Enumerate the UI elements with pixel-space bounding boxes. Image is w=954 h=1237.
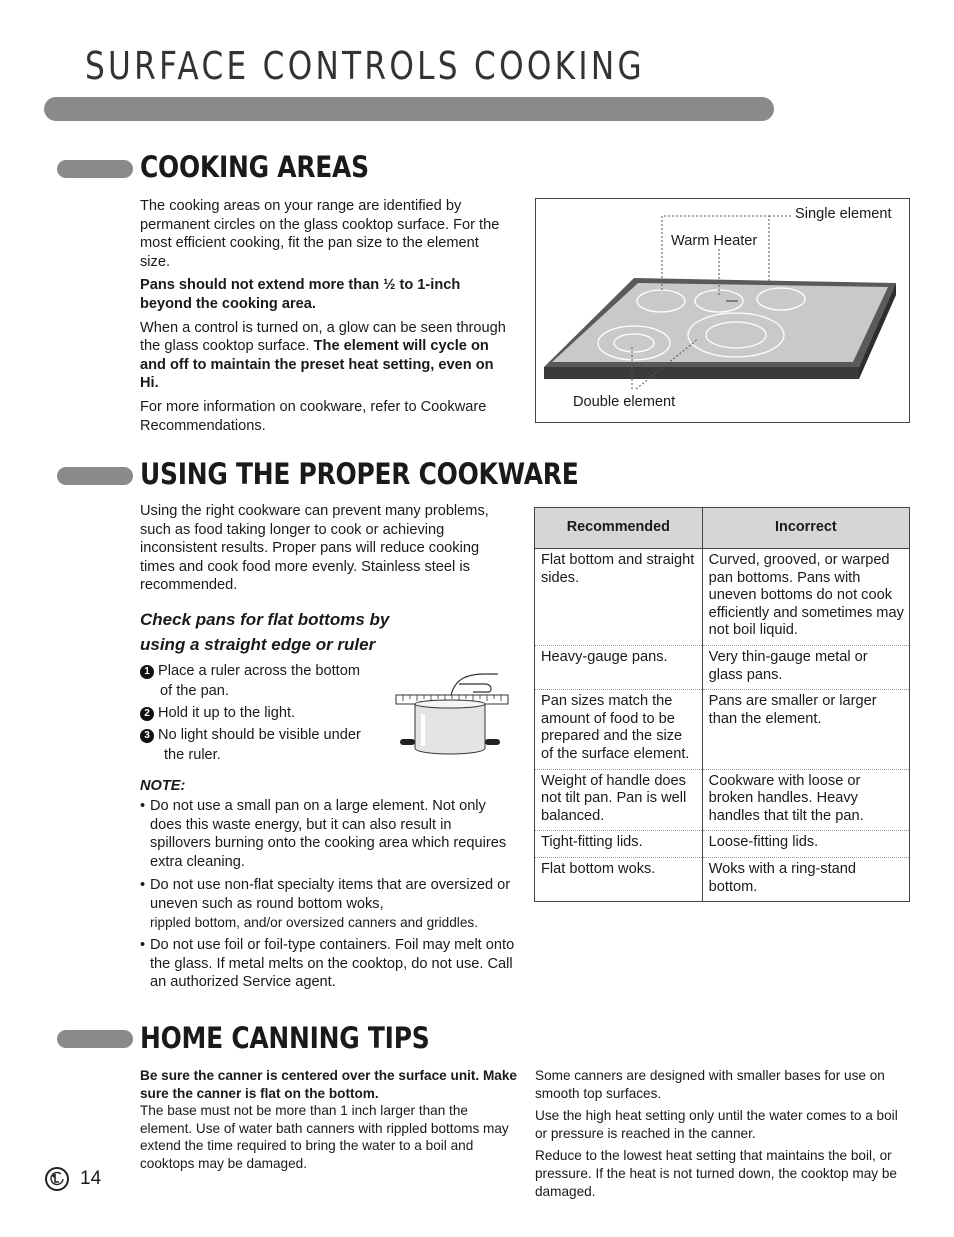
step-text-cont: of the pan.	[160, 683, 229, 699]
section-marker	[57, 1030, 133, 1048]
cooking-areas-text	[140, 197, 512, 440]
step-2	[140, 703, 390, 725]
note-item: • Do not use a small pan on a large element. Not only does this waste energy, but it can also result in spillovers burning onto the cooking area which requires extra cleaning.	[140, 797, 516, 871]
label-single-element: Single element	[795, 206, 892, 222]
cookware-intro: Using the right cookware can prevent many problems, such as food taking longer to cook or achieving inconsistent results. Proper pans will reduce cooking times and cook food more evenly. Stainless steel is recommended.	[140, 503, 489, 594]
check-pans-line1: Check pans for flat bottoms by	[140, 610, 390, 629]
check-pans-subhead	[140, 607, 389, 657]
note-title: NOTE:	[140, 778, 186, 794]
canning-right-p3: Reduce to the lowest heat setting that maintains the boil, or pressure. If the heat is not turned down, the cooktop may be damaged.	[535, 1148, 897, 1199]
check-pans-line2: using a straight edge or ruler	[140, 635, 376, 654]
cooking-areas-p4: For more information on cookware, refer to Cookware Recommendations.	[140, 398, 487, 434]
table-row	[535, 549, 910, 646]
canning-right	[535, 1067, 913, 1200]
table-cell: Cookware with loose or broken handles. Heavy handles that tilt the pan.	[702, 769, 909, 831]
table-cell: Very thin-gauge metal or glass pans.	[702, 645, 909, 689]
table-cell: Flat bottom woks.	[535, 857, 703, 901]
table-cell: Weight of handle does not tilt pan. Pan is well balanced.	[535, 769, 703, 831]
cooking-areas-p3	[140, 319, 512, 393]
cooking-areas-p2: Pans should not extend more than ½ to 1-inch beyond the cooking area.	[140, 277, 461, 312]
canning-heading: HOME CANNING TIPS	[140, 1021, 430, 1055]
table-cell: Curved, grooved, or warped pan bottoms. Pans with uneven bottoms do not cook efficiently and sometimes may not boil liquid.	[702, 549, 909, 646]
table-cell: Woks with a ring-stand bottom.	[702, 857, 909, 901]
cooking-areas-heading: COOKING AREAS	[140, 150, 369, 184]
steps-list	[140, 661, 390, 765]
step-text: Place a ruler across the bottom	[158, 663, 360, 679]
table-row	[535, 690, 910, 769]
cooktop-diagram	[535, 198, 910, 423]
step-1	[140, 661, 390, 703]
step-3	[140, 725, 390, 765]
step-text: Hold it up to the light.	[158, 705, 296, 721]
table-row	[535, 857, 910, 901]
table-row	[535, 769, 910, 831]
page-number: 14	[80, 1168, 102, 1189]
table-cell: Loose-fitting lids.	[702, 831, 909, 858]
section-marker	[57, 160, 133, 178]
header-recommended: Recommended	[535, 508, 703, 549]
cooking-areas-p3-bold: The element will cycle on and off to maintain the preset heat setting, even on Hi.	[140, 338, 494, 392]
section-marker	[57, 467, 133, 485]
table-cell: Heavy-gauge pans.	[535, 645, 703, 689]
table-cell: Tight-fitting lids.	[535, 831, 703, 858]
table-cell: Pan sizes match the amount of food to be prepared and the size of the surface element.	[535, 690, 703, 769]
cookware-table	[534, 507, 910, 902]
cooking-areas-p3-text: When a control is turned on, a glow can be seen through the glass cooktop surface.	[140, 319, 506, 355]
label-warm-heater: Warm Heater	[671, 233, 758, 249]
table-row	[535, 831, 910, 858]
canning-bold: Be sure the canner is centered over the surface unit. Make sure the canner is flat on the bottom.	[140, 1068, 517, 1101]
table-row	[535, 645, 910, 689]
lg-logo	[45, 1167, 69, 1191]
title-bar	[44, 97, 774, 121]
header-incorrect: Incorrect	[702, 508, 909, 549]
canning-left	[140, 1067, 518, 1173]
note-item-cont: rippled bottom, and/or oversized canners and griddles.	[150, 914, 478, 930]
note-item: • Do not use non-flat specialty items that are oversized or uneven such as round bottom woks,	[140, 876, 516, 913]
step-number: 1	[140, 665, 154, 679]
page-title: SURFACE CONTROLS COOKING	[85, 44, 645, 88]
step-text-cont: the ruler.	[164, 747, 221, 763]
step-number: 2	[140, 707, 154, 721]
ruler-pan-illustration	[393, 668, 515, 763]
cooking-areas-p1: The cooking areas on your range are identified by permanent circles on the glass cooktop surface. For the most efficient cooking, fit the pan size to the element size.	[140, 198, 500, 270]
table-cell: Pans are smaller or larger than the element.	[702, 690, 909, 769]
table-header-row	[535, 508, 910, 549]
canning-left-text: The base must not be more than 1 inch larger than the element. Use of water bath canners with rippled bottoms may extend the time required to bring the water to a boil and cooktops may be damaged.	[140, 1103, 509, 1171]
cookware-heading: USING THE PROPER COOKWARE	[140, 457, 579, 491]
canning-right-p2: Use the high heat setting only until the water comes to a boil or pressure is reached in the canner.	[535, 1108, 898, 1141]
lg-logo-mark	[47, 1169, 67, 1189]
step-number: 3	[140, 729, 154, 743]
notes-list	[140, 797, 516, 997]
canning-right-p1: Some canners are designed with smaller bases for use on smooth top surfaces.	[535, 1068, 885, 1101]
step-text: No light should be visible under	[158, 727, 361, 743]
table-cell: Flat bottom and straight sides.	[535, 549, 703, 646]
label-double-element: Double element	[573, 394, 676, 410]
note-item: • Do not use foil or foil-type containers. Foil may melt onto the glass. If metal melts on the cooktop, do not use. Call an authorized Service agent.	[140, 936, 516, 992]
